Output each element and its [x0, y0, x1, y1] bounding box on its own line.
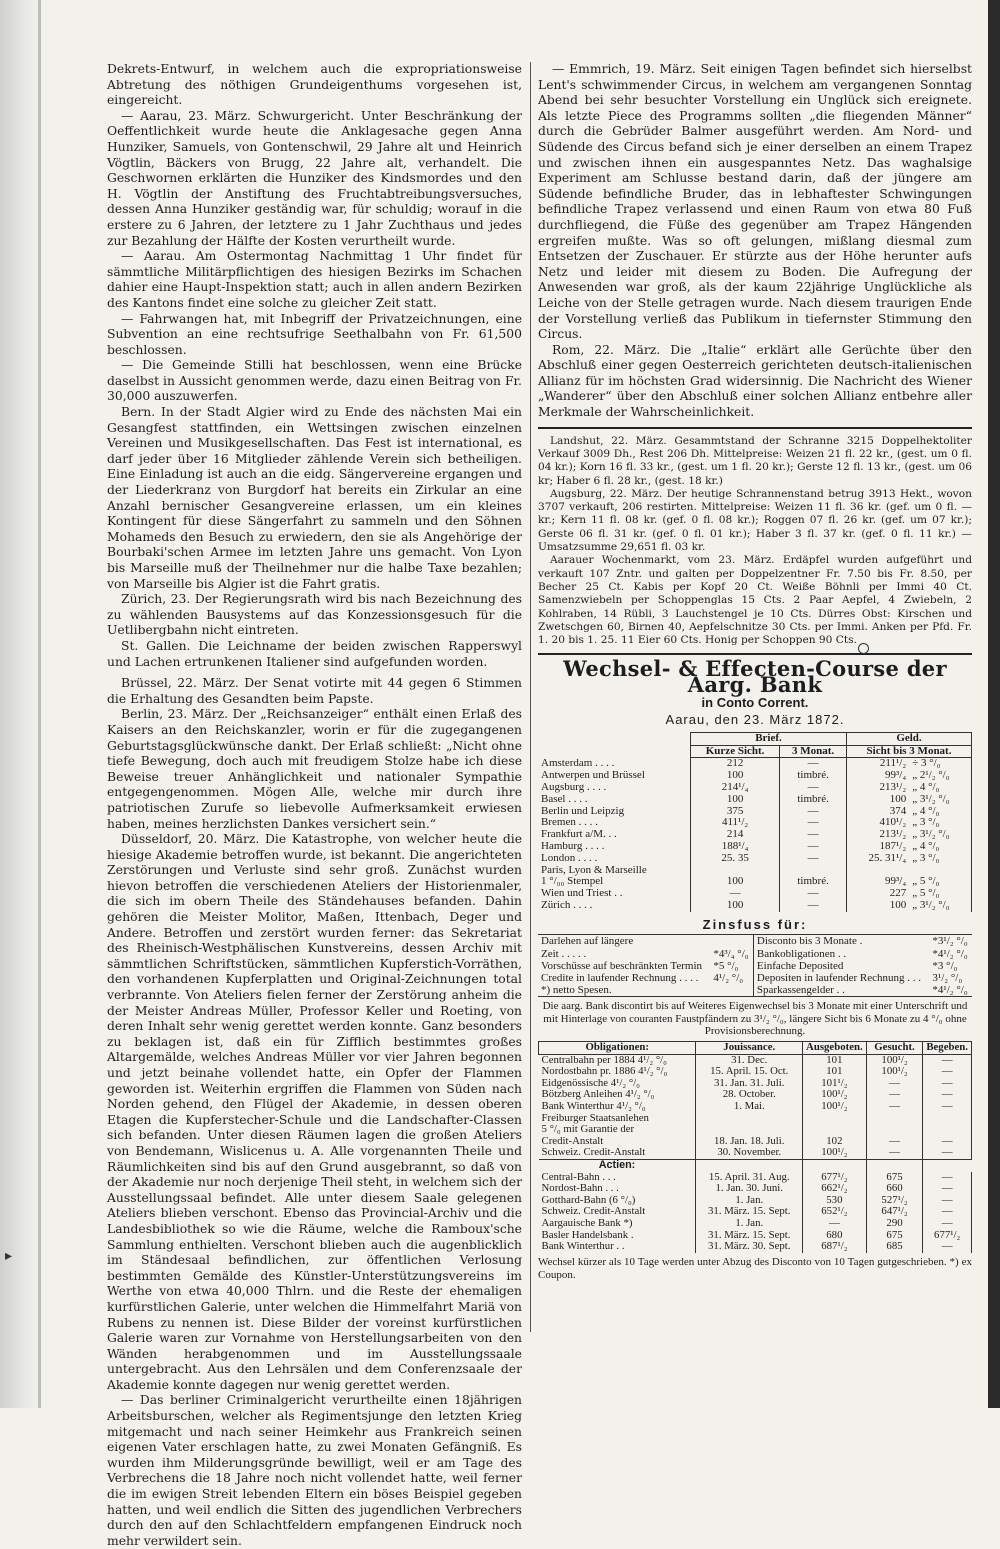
actie-row-begeben: —	[923, 1241, 972, 1253]
actie-row-begeben: —	[923, 1218, 972, 1230]
rate-kurze-sicht: 214¹/₄	[690, 782, 779, 794]
rate-row	[538, 841, 972, 853]
rate-percent: „ 4 °/₀	[909, 841, 971, 853]
rate-place: Bremen . . . .	[541, 816, 598, 829]
rate-geld: 99³/₄	[847, 876, 910, 888]
rate-3-monat: timbré.	[780, 876, 847, 888]
rate-kurze-sicht: 188¹/₄	[690, 841, 779, 853]
rate-place: Berlin und Leipzig	[541, 804, 625, 817]
obligation-row-jouissance	[696, 1113, 803, 1125]
obligation-row-ausgeboten	[803, 1113, 867, 1125]
blank-header	[538, 745, 690, 758]
binding-edge	[0, 0, 42, 1408]
rate-percent: „ 3 °/₀	[909, 853, 971, 865]
rate-place: Antwerpen und Brüssel	[541, 769, 645, 782]
actie-row-gesucht: 685	[866, 1241, 923, 1253]
header-actien: Actien:	[539, 1159, 696, 1171]
rate-3-monat: —	[780, 806, 847, 818]
zins-right-label: Bankobligationen . .	[753, 948, 929, 960]
obligation-row-name: Centralbahn per 1884 4¹/₂ °/₀	[541, 1053, 667, 1066]
exchange-rate-table	[538, 732, 972, 912]
rate-kurze-sicht: 100	[690, 900, 779, 912]
zins-left-value	[710, 935, 753, 948]
actie-row-name: Schweiz. Credit-Anstalt	[541, 1205, 646, 1218]
header-3-monat: 3 Monat.	[780, 745, 847, 758]
zins-right-label: Depositen in laufender Rechnung . . .	[753, 972, 929, 984]
article-bruessel: Brüssel, 22. März. Der Senat votirte mit 44 gegen 6 Stimmen die Erhaltung des Gesandten beim Papste.	[107, 676, 522, 706]
obligation-row-gesucht: 100¹/₂	[866, 1066, 923, 1078]
zins-left-label: Darlehen auf längere	[541, 935, 634, 948]
header-obligationen: Obligationen:	[539, 1041, 696, 1054]
obligation-row-name: 5 °/₀ mit Garantie der	[541, 1123, 635, 1136]
actie-row-ausgeboten: 662¹/₂	[803, 1183, 867, 1195]
actie-row-name: Bank Winterthur . .	[541, 1240, 625, 1253]
actie-row-gesucht: 290	[866, 1218, 923, 1230]
rate-kurze-sicht: 100	[690, 876, 779, 888]
title-flourish	[858, 643, 869, 654]
header-brief: Brief.	[690, 732, 846, 745]
actie-row-jouissance: 1. Jan.	[696, 1218, 803, 1230]
obligation-row-begeben: —	[923, 1054, 972, 1066]
obligation-row-jouissance: 15. April. 15. Oct.	[696, 1066, 803, 1078]
rate-geld: 213¹/₂	[847, 782, 910, 794]
actie-row-jouissance: 31. März. 30. Sept.	[696, 1241, 803, 1253]
actie-row	[539, 1218, 972, 1230]
rate-row	[538, 794, 972, 806]
market-aarau: Aarauer Wochenmarkt, vom 23. März. Erdäpfel wurden aufgeführt und verkauft 107 Zntr. und galten per Doppelzentner Fr. 7.50 bis Fr. 8.50, per Becher 25 Ct. Kabis per Kopf 20 Ct. Weiße Böhnli per Immi 40 Ct. Samenzwiebeln per Schoppenglas 15 Cts. 2 Paar Aepfel, 4 Zwiebeln, 2 Kohlraben, 14 Rübli, 3 Lauchstengel je 10 Cts. Dürres Obst: Kirschen und Zwetschgen 60, Birnen 40, Aepfelschnitze 30 Cts. per Immi. Anken per Pfd. Fr. 1. 20 bis 1. 25. 11 Eier 60 Cts. Honig per Schoppen 90 Cts.	[538, 554, 972, 647]
left-column	[107, 62, 522, 1548]
securities-table	[538, 1041, 972, 1253]
obligation-row-begeben: —	[923, 1066, 972, 1078]
article-stilli: — Die Gemeinde Stilli hat beschlossen, wenn eine Brücke daselbst in Aussicht genommen werde, dazu einen Beitrag von Fr. 30,000 auszuwerfen.	[107, 358, 522, 404]
article-st-gallen: St. Gallen. Die Leichname der beiden zwischen Rapperswyl und Lachen ertrunkenen Italiener sind aufgefunden worden.	[107, 638, 522, 669]
bank-date: Aarau, den 23. März 1872.	[665, 712, 845, 728]
header-begeben: Begeben.	[923, 1041, 972, 1054]
obligation-row-begeben: —	[923, 1078, 972, 1090]
obligation-row	[539, 1101, 972, 1113]
rate-3-monat: timbré.	[780, 794, 847, 806]
rate-place: Zürich . . . .	[541, 898, 593, 911]
article-zuerich: Zürich, 23. Der Regierungsrath wird bis nach Bezeichnung des zu wählenden Bausystems auf das Konzessionsgesuch für die Uetlibergbahn nicht eintreten.	[107, 592, 522, 638]
obligation-row	[539, 1147, 972, 1159]
right-column	[538, 62, 972, 1342]
actie-row-name: Nordost-Bahn . . .	[541, 1182, 619, 1195]
rate-place: Amsterdam . . . .	[541, 757, 615, 770]
obligation-row-begeben: —	[923, 1101, 972, 1113]
article-aarau-schwurgericht: — Aarau, 23. März. Schwurgericht. Unter Beschränkung der Oeffentlichkeit wurde heute die Anklagesache gegen Anna Hunziker, Samuels, von Gontenschwil, 29 Jahre alt und Heinrich Vögtlin, Bäckers von Brugg, 22 Jahre alt, verhandelt. Die Geschwornen erklärten die Hunziker des Kindsmordes und den H. Vögtlin der Anstiftung des Fruchtabtreibungsversuches, dessen Anna Hunziker geständig war, für schuldig; worauf in die erstere zu 6 Jahren, der letztere zu 1 Jahr Zuchthaus und jedes zur Bezahlung der Hälfte der Kosten verurtheilt wurde.	[107, 108, 522, 248]
obligation-row-ausgeboten: 101	[803, 1066, 867, 1078]
zins-left-value: *4³/₄ °/₀	[713, 947, 749, 960]
obligation-row-gesucht: —	[866, 1147, 923, 1159]
actie-row-jouissance: 1. Jan. 30. Juni.	[696, 1183, 803, 1195]
actie-row-gesucht: 647¹/₂	[866, 1206, 923, 1218]
article-criminalgericht: — Das berliner Criminalgericht verurtheilte einen 18jährigen Arbeitsburschen, welcher als Regimentsjunge den letzten Krieg mitgemacht und nach seiner Heimkehr aus Frankreich seinen eigenen Vater erschlagen hatte, zu zwei Monaten Gefängniß. Es wurden ihm Milderungsgründe bewilligt, weil er am Tage des Verbrechens die 18 Jahre noch nicht vollendet hatte, weil ferner die im ewigen Streit lebenden Eltern ein böses Beispiel gegeben hatten, und weil endlich die Sitten des jugendlichen Verbrechers durch den auf den Schlachtfeldern empfangenen Eindruck noch mehr verwildert sein.	[107, 1393, 522, 1548]
rate-geld: 99³/₄	[847, 770, 910, 782]
actie-row-ausgeboten: 677¹/₂	[803, 1172, 867, 1184]
actie-row-ausgeboten: 680	[803, 1230, 867, 1242]
bank-footer: Wechsel kürzer als 10 Tage werden unter Abzug des Disconto von 10 Tagen gutgeschrieben. *) ex Coupon.	[538, 1255, 972, 1281]
section-divider	[538, 427, 972, 429]
actie-row-begeben: —	[923, 1172, 972, 1184]
obligation-row-name: Eidgenössische 4¹/₂ °/₀	[541, 1076, 640, 1089]
rate-3-monat: —	[780, 829, 847, 841]
obligation-row-name: Nordostbahn pr. 1886 4¹/₂ °/₀	[541, 1065, 668, 1078]
obligation-row-begeben	[923, 1113, 972, 1125]
zins-left-label: Zeit . . . . .	[541, 947, 587, 960]
rate-row	[538, 888, 972, 900]
rate-3-monat: —	[780, 817, 847, 829]
article-aarau-inspektion: — Aarau. Am Ostermontag Nachmittag 1 Uhr findet für sämmtliche Militärpflichtigen des hiesigen Bezirks im Schachen dahier eine Haupt-Inspektion statt; auch in allen andern Bezirken des Kantons findet eine solche zu gleicher Zeit statt.	[107, 249, 522, 310]
rate-3-monat: —	[780, 758, 847, 770]
obligation-row-begeben: —	[923, 1147, 972, 1159]
market-landshut: Landshut, 22. März. Gesammtstand der Schranne 3215 Doppelhektoliter Verkauf 3009 Dh., Rest 206 Dh. Mittelpreise: Weizen 21 fl. 22 kr., (gest. um 0 fl. 04 kr.); Korn 16 fl. 33 kr., (gest. um 1 fl. 20 kr.); Gerste 12 fl. 13 kr., (gest. um 06 kr; Haber 6 fl. 28 kr., (gest. 18 kr.)	[538, 434, 972, 487]
obligation-row-jouissance: 31. Jan. 31. Juli.	[696, 1078, 803, 1090]
header-geld: Geld.	[847, 732, 972, 745]
obligation-row-name: Schweiz. Credit-Anstalt	[541, 1146, 646, 1159]
obligation-row-name: Credit-Anstalt	[541, 1134, 604, 1147]
rate-3-monat: —	[780, 888, 847, 900]
obligation-row-name: Bötzberg Anleihen 4¹/₂ °/₀	[541, 1088, 655, 1101]
rate-kurze-sicht: 375	[690, 806, 779, 818]
rate-row	[538, 853, 972, 865]
rate-percent: „ 3 °/₀	[909, 817, 971, 829]
rate-row	[538, 782, 972, 794]
actie-row-name: Basler Handelsbank .	[541, 1228, 634, 1241]
obligation-row-jouissance: 30. November.	[696, 1147, 803, 1159]
obligation-row-ausgeboten: 100¹/₂	[803, 1147, 867, 1159]
rate-row	[538, 806, 972, 818]
actie-row-begeben: —	[923, 1206, 972, 1218]
actie-row-jouissance: 15. April. 31. Aug.	[696, 1172, 803, 1184]
actie-row-jouissance: 1. Jan.	[696, 1195, 803, 1207]
rate-geld: 410¹/₂	[847, 817, 910, 829]
rate-place: Frankfurt a/M. . .	[541, 828, 617, 841]
rate-place: London . . . .	[541, 851, 598, 864]
rate-percent: „ 5 °/₀	[909, 888, 971, 900]
zins-left-value: 4¹/₂ °/₀	[713, 971, 744, 984]
bank-title: Wechsel- & Effecten-Course der Aarg. Bank	[563, 656, 947, 697]
zins-left-label: Vorschüsse auf beschränkten Termin	[541, 959, 703, 972]
rate-percent: „ 5 °/₀	[909, 876, 971, 888]
zins-right-value: *4¹/₂ °/₀	[932, 947, 968, 960]
actie-row-gesucht: 527¹/₂	[866, 1195, 923, 1207]
header-sicht: Sicht bis 3 Monat.	[847, 745, 972, 758]
zins-right-value: *3¹/₂ °/₀	[932, 935, 968, 948]
blank-header	[538, 732, 690, 745]
rate-place: 1 °/₀₀ Stempel	[541, 875, 604, 888]
actie-row-begeben: —	[923, 1195, 972, 1207]
actie-row-ausgeboten: 687¹/₂	[803, 1241, 867, 1253]
header-ausgeboten: Ausgeboten.	[803, 1041, 867, 1054]
article-rom: Rom, 22. März. Die „Italie“ erklärt alle Gerüchte über den Abschluß einer gegen Oesterreich gerichteten deutsch-italienischen Allianz für im höchsten Grad widersinnig. Die Nachricht des Wiener „Wanderer“ über den Abschluß einer solchen Allianz entbehre aller Merkmale der Wahrscheinlichkeit.	[538, 342, 972, 420]
zins-row	[538, 948, 972, 960]
actie-row-begeben: 677¹/₂	[923, 1230, 972, 1242]
market-reports	[538, 435, 972, 648]
rate-kurze-sicht: 25. 35	[690, 853, 779, 865]
rate-percent: „ 3¹/₂ °/₀	[909, 900, 971, 912]
zinsfuss-table	[538, 934, 972, 997]
zins-right-value: 3¹/₂ °/₀	[932, 971, 963, 984]
rate-kurze-sicht: 411¹/₂	[690, 817, 779, 829]
zins-row	[538, 935, 972, 948]
rate-percent: „ 3¹/₂ °/₀	[909, 829, 971, 841]
rate-place: Paris, Lyon & Marseille	[541, 863, 647, 876]
rate-3-monat: —	[780, 853, 847, 865]
header-jouissance: Jouissance.	[696, 1041, 803, 1054]
obligation-row-jouissance: 31. Dec.	[696, 1054, 803, 1066]
rate-geld: 374	[847, 806, 910, 818]
obligation-row-begeben: —	[923, 1136, 972, 1148]
rate-place: Basel . . . .	[541, 792, 588, 805]
rate-row	[538, 865, 972, 877]
obligation-row-gesucht: —	[866, 1136, 923, 1148]
binding-rule	[38, 0, 41, 1408]
rate-3-monat: —	[780, 841, 847, 853]
zins-right-value: *4¹/₂ °/₀	[932, 984, 968, 997]
actie-row-gesucht: 660	[866, 1183, 923, 1195]
rate-kurze-sicht: 100	[690, 794, 779, 806]
header-gesucht: Gesucht.	[866, 1041, 923, 1054]
zins-row	[538, 984, 972, 997]
rate-place: Augsburg . . . .	[541, 780, 607, 793]
actie-row-gesucht: 675	[866, 1230, 923, 1242]
obligation-row-begeben: —	[923, 1089, 972, 1101]
rate-percent: „ 2¹/₂ °/₀	[909, 770, 971, 782]
rate-percent: ÷ 3 °/₀	[909, 758, 971, 770]
rate-geld: 187¹/₂	[847, 841, 910, 853]
margin-mark: ▸	[5, 1248, 13, 1264]
actie-row-gesucht: 675	[866, 1172, 923, 1184]
rate-geld: 211¹/₂	[847, 758, 910, 770]
article-duesseldorf: Düsseldorf, 20. März. Die Katastrophe, von welcher heute die hiesige Akademie betroffen wurde, ist bekannt. Die angerichteten Zerstörungen und Verluste sind sehr groß. Zunächst wurden hievon betroffen die verschiedenen Ateliers der Historienmaler, die sich im obern Theile des Ständehauses befanden. Dahin gehören die Meister Molitor, Maßen, Ittenbach, Deger und Andere. Betroffen und zerstört wurden ferner: das Sekretariat des Rheinisch-Westphälischen Kunstvereins, dessen Archiv mit sämmtlichen Schriftstücken, sämmtlichen Kupferstich-Vorräthen, den vorhandenen Kupferplatten und Original-Zeichnungen total verbrannte. Von Ateliers fielen ferner der Zerstörung anheim die der Meister Andreas Müller, Professor Keller und Roeting, von deren Inhalt sehr wenig gerettet werden konnte. Ganz besonders zu beklagen ist, daß ein für Zifflich bestimmtes großes Altargemälde, welches Andreas Müller vor vier Jahren begonnen und jetzt beinahe vollendet hatte, ein Opfer der Flammen geworden ist. Weiterhin ergriffen die Flammen von Süden nach Norden gehend, den Flügel der Akademie, in dessen oberen Etagen die Kupferstecher-Schule und die Landschafter-Classen sich befanden. Unter diesen Räumen lagen die großen Ateliers von Bendemann, Wislicenus u. A. Alle vorgenannten Theile und Räumlichkeiten sind bis auf den Grund ausgebrannt, so daß von der Akademie nur noch derjenige Theil steht, in welchem sich der Ausstellungssaal befindet. Alle unter diesem Saale gelegenen Ateliers blieben verschont. Ebenso das Provincial-Archiv und die Landesbibliothek so wie die Räume, welche die Ramboux'sche Sammlung enthielten. Verschont blieben auch die augenblicklich im Ständesaal befindlichen, zur öffentlichen Verlosung bestimmten Gemälde des Künstler-Unterstützungsvereins im Werthe von etwa 40,000 Thlrn. und die Reste der ehemaligen kurfürstlichen Galerie, unter welchen die Himmelfahrt Mariä von Rubens zu nennen ist. Diese Bilder der voreinst kurfürstlichen Galerie waren zur Vornahme von Herstellungsarbeiten von den Wänden herabgenommen und im Ausstellungssaale untergebracht. Aus den Lehrsälen und dem Conferenzsaale der Akademie konnte dagegen nur wenig gerettet werden.	[107, 832, 522, 1392]
column-divider	[530, 62, 531, 1332]
actie-row-ausgeboten: 530	[803, 1195, 867, 1207]
actie-row-jouissance: 31. März. 15. Sept.	[696, 1206, 803, 1218]
article-bern: Bern. In der Stadt Algier wird zu Ende des nächsten Mai ein Gesangfest stattfinden, ein Wettsingen zwischen einzelnen Vereinen und Musikgesellschaften. Das Fest ist international, es darf jeder über 16 Mitglieder zählende Verein sich betheiligen. Eine Einladung ist auch an die eidg. Sängervereine ergangen und der Liederkranz von Burgdorf hat bereits ein Zirkular an eine Anzahl bernischer Gesangvereine erlassen, um ein kleines Kontingent für diese Sängerfahrt zu sammeln und den Söhnen Mohameds den Besuch zu erwiedern, den sie als Angehörige der Bourbaki'schen Armee im letzten Jahre uns gemacht. Von Lyon bis Marseille muß der Theilnehmer nur die halbe Taxe bezahlen; von Marseille bis Algier ist die Fahrt gratis.	[107, 405, 522, 591]
bank-subtitle: in Conto Corrent.	[701, 694, 809, 710]
zins-row	[538, 972, 972, 984]
rate-percent: „ 3¹/₂ °/₀	[909, 794, 971, 806]
rate-geld: 100	[847, 900, 910, 912]
obligation-row-ausgeboten: 100¹/₂	[803, 1101, 867, 1113]
obligation-row-ausgeboten: 101	[803, 1054, 867, 1066]
actie-row-name: Central-Bahn . . .	[541, 1170, 616, 1183]
zins-right-label: Disconto bis 3 Monate .	[753, 935, 929, 948]
discount-note: Die aarg. Bank discontirt bis auf Weiteres Eigenwechsel bis 3 Monate mit einer Unterschrift und mit Hinterlage von couranten Faustpfändern zu 3¹/₂ °/₀, längere Sicht bis 6 Monate zu 4 °/₀ ohne Provisionsberechnung.	[542, 1000, 968, 1038]
actie-row-name: Gotthard-Bahn (6 °/₀)	[541, 1193, 636, 1206]
actie-row-jouissance: 31. März. 15. Sept.	[696, 1230, 803, 1242]
zins-right-value: *3 °/₀	[932, 959, 958, 972]
rate-percent: „ 4 °/₀	[909, 782, 971, 794]
article-emmrich: — Emmrich, 19. März. Seit einigen Tagen befindet sich hierselbst Lent's schwimmender Circus, in welchem am vergangenen Sonntag Abend bei sehr besuchter Vorstellung ein Unglück sich ereignete. Als letzte Piece des Programms sollten „die fliegenden Männer“ durch die Gebrüder Balmer ausgeführt werden. Am Nord- und Südende des Circus befand sich je einer derselben an einem Trapez und zwischen ihnen ein ausgespanntes Netz. Das waghalsige Experiment am Schlusse bestand darin, daß der jüngere am Südende befindliche Bruder, das in lebhaftester Schwingungen befindliche Trapez verlassend und einen Raum von etwa 80 Fuß durchfliegend, die Füße des gegenüber am Trapez Hängenden ergreifen mußte. Was so oft gelungen, mißlang diesmal zum Entsetzen der Zuschauer. Er stürzte aus der Höhe herunter aufs Netz und leider mit diesem zu Boden. Die Aufregung der Anwesenden war groß, als der kaum 22jährige Unglückliche als Leiche von der Stelle getragen wurde. Nach diesem traurigen Ende der Vorstellung verließ das Publikum in tiefernster Stimmung den Circus.	[538, 62, 972, 342]
zins-row	[538, 960, 972, 972]
obligation-row-gesucht: —	[866, 1089, 923, 1101]
header-kurze-sicht: Kurze Sicht.	[690, 745, 779, 758]
rate-row	[538, 900, 972, 912]
rate-kurze-sicht: 212	[690, 758, 779, 770]
rate-percent: „ 4 °/₀	[909, 806, 971, 818]
actie-row-begeben: —	[923, 1183, 972, 1195]
obligation-row-name: Freiburger Staatsanlehen	[541, 1111, 649, 1124]
obligation-row-jouissance: 28. October.	[696, 1089, 803, 1101]
zins-right-label: Einfache Deposited	[753, 960, 929, 972]
article-fahrwangen: — Fahrwangen hat, mit Inbegriff der Privatzeichnungen, eine Subvention an eine rechtsufrige Seethalbahn von Fr. 61,500 beschlossen.	[107, 311, 522, 357]
obligation-row-jouissance: 1. Mai.	[696, 1101, 803, 1113]
zins-left-value	[710, 984, 753, 997]
article-berlin: Berlin, 23. März. Der „Reichsanzeiger“ enthält einen Erlaß des Kaisers an den Reichskanzler, worin er für die zugegangenen Geburtstagsglückwünsche dankt. Der Erlaß schließt: „Nicht ohne tiefe Bewegung, doch auch mit freudigem Stolze habe ich diese Beweise treuer Anhänglichkeit und nationaler Sympathie entgegengenommen. Mögen Alle, welche mir durch ihre patriotischen Zurufe so liebevolle Aufmerksamkeit erwiesen haben, meines herzlichsten Dankes versichert sein.“	[107, 707, 522, 831]
rate-geld: 227	[847, 888, 910, 900]
obligation-row-gesucht	[866, 1113, 923, 1125]
obligation-row-name: Bank Winterthur 4¹/₂ °/₀	[541, 1100, 646, 1113]
obligation-row-ausgeboten: 101¹/₂	[803, 1078, 867, 1090]
rate-kurze-sicht: 100	[690, 770, 779, 782]
rate-kurze-sicht: —	[690, 888, 779, 900]
zinsfuss-title: Zinsfuss für:	[702, 916, 808, 932]
rate-3-monat: —	[780, 782, 847, 794]
page-edge-shadow	[988, 0, 1000, 1408]
actie-row	[539, 1241, 972, 1253]
section-divider	[538, 653, 972, 655]
actie-row-name: Aargauische Bank *)	[541, 1216, 633, 1229]
zins-left-label: *) netto Spesen.	[541, 984, 612, 997]
actie-row-ausgeboten: 652¹/₂	[803, 1206, 867, 1218]
rate-geld: 100	[847, 794, 910, 806]
obligation-row-gesucht: —	[866, 1078, 923, 1090]
actie-row-ausgeboten: —	[803, 1218, 867, 1230]
rate-3-monat: —	[780, 900, 847, 912]
obligation-row-jouissance: 18. Jan. 18. Juli.	[696, 1136, 803, 1148]
obligation-row-ausgeboten: 100¹/₂	[803, 1089, 867, 1101]
rate-place: Wien und Triest . .	[541, 887, 623, 900]
rate-place: Hamburg . . . .	[541, 839, 605, 852]
zins-left-label: Credite in laufender Rechnung . . . .	[541, 971, 699, 984]
obligation-row-gesucht: —	[866, 1101, 923, 1113]
zins-left-value: *5 °/₀	[713, 959, 739, 972]
rate-geld: 25. 31¹/₄	[847, 853, 910, 865]
rate-kurze-sicht: 214	[690, 829, 779, 841]
zins-right-label: Sparkassengelder . .	[753, 984, 929, 997]
rate-3-monat: timbré.	[780, 770, 847, 782]
rate-geld: 213¹/₂	[847, 829, 910, 841]
obligation-row-ausgeboten: 102	[803, 1136, 867, 1148]
market-augsburg: Augsburg, 22. März. Der heutige Schrannenstand betrug 3913 Hekt., wovon 3707 verkauft, 206 restirten. Mittelpreise: Weizen 11 fl. 36 kr. (gef. um 0 fl. — kr.; Kern 11 fl. 08 kr. (gef. 0 fl. 08 kr.); Roggen 07 fl. 26 kr. (gef. um 07 kr.); Gerste 06 fl. 31 kr. (gef. 0 fl. 01 kr.); Haber 3 fl. 37 kr. (gef. 0 fl. 11 kr.) — Umsatzsumme 29,651 fl. 03 kr.	[538, 487, 972, 554]
obligation-row-gesucht: 100¹/₂	[866, 1054, 923, 1066]
article-dekret: Dekrets-Entwurf, in welchem auch die expropriationsweise Abtretung des nöthigen Grundeigenthums vorgesehen ist, eingereicht.	[107, 62, 522, 108]
